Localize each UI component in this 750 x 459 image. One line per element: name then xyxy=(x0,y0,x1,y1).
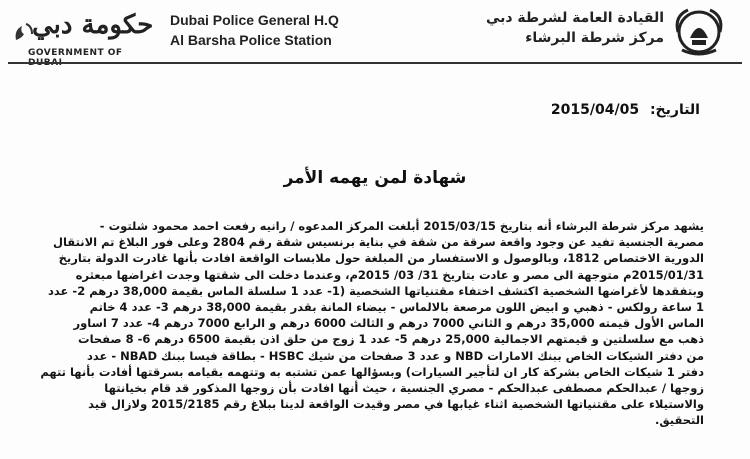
body-line: 2015/01/31م متوجهة الى مصر و عادت بتاريخ 31/ 03/ 2015م، وعندما دخلت الى شقتها وجدت اغراضها مبعثره xyxy=(75,267,704,282)
gov-arabic-wordmark: حكومة دبي xyxy=(32,10,154,40)
org-name-english: Dubai Police General H.Q xyxy=(170,12,339,28)
body-line: دفتر 1 شيكات الخاص بشركة كار ان لتأجير السيارات) وبسؤالها عمن تشتبه به وتتهمه بقيامه بسرقتها أفادت بأنها تتهم xyxy=(40,364,704,379)
date-label: التاريخ: xyxy=(649,102,700,118)
body-line: الدورية الاختصاص 1812، وبالوصول و الاستفسار من المبلغة حول ملابسات الواقعة افادت بأنها غادرت الدولة بتاريخ xyxy=(58,251,704,266)
body-line: يشهد مركز شرطة البرشاء أنه بتاريخ 2015/03/15 أبلغت المركز المدعوه / رانيه رفعت احمد محمود شلتوت - xyxy=(99,219,704,233)
org-name-arabic: القيادة العامة لشرطة دبي xyxy=(485,10,664,26)
dubai-police-emblem-icon xyxy=(670,4,728,58)
station-name-arabic: مركز شرطة البرشاء xyxy=(525,30,664,46)
government-of-dubai-logo xyxy=(10,6,160,61)
body-line: الماس الأول قيمته 35,000 درهم و الثاني 7000 درهم و الثالث 6000 درهم و الرابع 7000 درهم 4- عدد 7 اساور xyxy=(73,316,704,331)
certificate-body xyxy=(40,218,704,429)
header-divider xyxy=(8,62,742,64)
body-line: زوجها / عبدالحكم مصطفى عبدالحكم - مصري الجنسية ، حيث أنها افادت بأن زوجها المذكور قد قام بخيانتها xyxy=(104,381,704,396)
body-line: ذهب مع سلسلتين و قيمتهم الاجمالية 25,000 درهم 5- عدد 1 زوج من حلق اذن بقيمة 6500 درهم 6- 8 صفحات xyxy=(78,332,704,347)
gov-english-wordmark: GOVERNMENT OF xyxy=(28,48,123,58)
document-title: شهادة لمن يهمه الأمر xyxy=(283,168,467,188)
body-line: من دفتر الشيكات الخاص ببنك الامارات NBD و عدد 3 صفحات من شيك HSBC - بطاقة فيسا ببنك NBAD - عدد xyxy=(86,348,704,363)
body-line: مصرية الجنسية تفيد عن وجود واقعة سرقة من شقة في بناية برنسيس شقة رقم 2804 وعلى فور البلاغ تم الانتقال xyxy=(53,235,704,250)
station-name-english: Al Barsha Police Station xyxy=(170,32,332,48)
body-line: والاستيلاء على مقتنياتها الشخصية اثناء غيابها في مصر وقيدت الواقعة لدينا ببلاغ رقم 2015/2185 ولازال قيد xyxy=(88,397,704,412)
body-line: وبتفقدها لأغراضها الشخصية اكتشف اختفاء مقتنياتها الشخصية (1- عدد 1 سلسلة الماس بقيمة 38,000 درهم 2- عدد xyxy=(48,283,704,298)
body-line: 1 ساعة رولكس - ذهبي و ابيض اللون مرصعة بالالماس - بيضاء المانة بقدر بقيمة 38,000 درهم 3- عدد 4 خاتم xyxy=(89,300,704,315)
date-line xyxy=(551,102,700,118)
date-value: 2015/04/05 xyxy=(550,102,640,118)
body-line: التحقيق. xyxy=(655,413,704,428)
